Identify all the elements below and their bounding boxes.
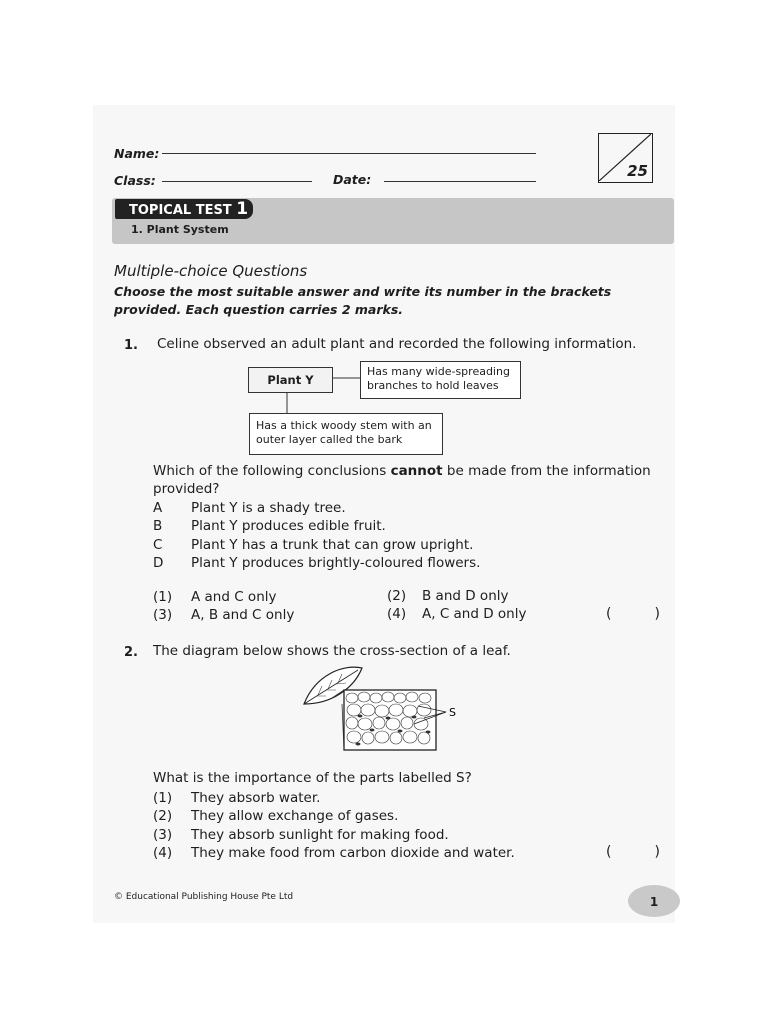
option-number: (4) <box>153 844 173 861</box>
option-text: They absorb water. <box>191 790 321 806</box>
option-text: A and C only <box>191 589 277 605</box>
q1-statement-c <box>153 536 480 554</box>
statement-text: Plant Y has a trunk that can grow upright. <box>191 536 474 553</box>
bracket-open: ( <box>606 606 612 622</box>
q2-number: 2. <box>124 645 138 660</box>
q1-option-4[interactable] <box>387 606 526 622</box>
option-text: A, B and C only <box>191 607 295 623</box>
banner-title-number: 1 <box>236 199 249 219</box>
statement-text: Plant Y produces edible fruit. <box>191 518 386 535</box>
q1-info-box-stem <box>249 413 443 455</box>
statement-letter: C <box>153 536 163 553</box>
class-field[interactable] <box>162 181 312 182</box>
option-number: (3) <box>153 826 173 843</box>
q1-info1-line2: branches to hold leaves <box>367 379 499 392</box>
statement-text: Plant Y is a shady tree. <box>191 500 346 516</box>
statement-letter: B <box>153 518 163 535</box>
option-number: (3) <box>153 607 173 623</box>
q1-prompt-start: Which of the following conclusions <box>153 463 391 479</box>
q1-prompt-end: be made from the information <box>442 463 651 479</box>
q2-option-3[interactable] <box>153 826 515 844</box>
name-field[interactable] <box>162 153 536 154</box>
class-label: Class: <box>114 173 156 188</box>
q1-info-box-branches <box>360 361 521 399</box>
q1-option-3[interactable] <box>153 607 294 623</box>
q2-option-list <box>153 789 515 862</box>
bracket-open: ( <box>606 844 612 860</box>
option-text: They make food from carbon dioxide and water. <box>191 844 515 861</box>
section-instructions <box>114 283 634 319</box>
option-text: A, C and D only <box>422 606 527 622</box>
date-field[interactable] <box>384 181 536 182</box>
option-number: (1) <box>153 790 173 806</box>
q1-option-2[interactable] <box>387 588 508 604</box>
q1-prompt <box>153 462 651 480</box>
q1-answer-brackets[interactable] <box>606 606 660 622</box>
page-number: 1 <box>628 885 680 917</box>
q1-statement-d <box>153 554 480 572</box>
score-box[interactable] <box>598 133 653 183</box>
diagram-label-s: S <box>449 706 456 719</box>
q2-option-4[interactable] <box>153 844 515 862</box>
score-total: 25 <box>627 162 648 180</box>
name-label: Name: <box>114 146 160 161</box>
banner-title-text: TOPICAL TEST <box>129 203 232 218</box>
q1-number: 1. <box>124 338 138 353</box>
q2-stem: The diagram below shows the cross-section of a leaf. <box>153 643 511 659</box>
q1-statement-list <box>153 499 480 572</box>
option-number: (2) <box>387 588 407 604</box>
option-text: They allow exchange of gases. <box>191 808 399 825</box>
q2-prompt: What is the importance of the parts labelled S? <box>153 770 472 786</box>
q1-info2-line2: outer layer called the bark <box>256 433 403 446</box>
q2-option-1[interactable] <box>153 789 515 807</box>
statement-text: Plant Y produces brightly-coloured flowers. <box>191 554 481 571</box>
option-number: (1) <box>153 589 173 605</box>
q1-option-1[interactable] <box>153 589 277 605</box>
q1-info2-line1: Has a thick woody stem with an <box>256 419 432 432</box>
q1-statement-a <box>153 499 480 517</box>
instruction-line-2: provided. Each question carries 2 marks. <box>114 302 404 317</box>
bracket-close: ) <box>654 606 660 622</box>
option-text: B and D only <box>422 588 509 604</box>
q1-prompt-bold: cannot <box>390 463 443 479</box>
q1-plant-box: Plant Y <box>248 367 333 393</box>
option-number: (2) <box>153 808 173 825</box>
statement-letter: D <box>153 554 164 571</box>
section-heading: Multiple-choice Questions <box>114 262 308 280</box>
bracket-close: ) <box>654 844 660 860</box>
option-text: They absorb sunlight for making food. <box>191 826 449 843</box>
q2-option-2[interactable] <box>153 807 515 825</box>
date-label: Date: <box>333 172 372 187</box>
q1-stem: Celine observed an adult plant and recorded the following information. <box>157 336 637 352</box>
banner-subtitle: 1. Plant System <box>131 223 229 236</box>
q1-statement-b <box>153 517 480 535</box>
q2-answer-brackets[interactable] <box>606 844 660 860</box>
copyright-footer: © Educational Publishing House Pte Ltd <box>114 892 294 902</box>
statement-letter: A <box>153 500 163 516</box>
option-number: (4) <box>387 606 407 622</box>
banner-title <box>115 199 253 219</box>
instruction-line-1: Choose the most suitable answer and write its number in the brackets <box>114 284 612 299</box>
leaf-cross-section-diagram <box>296 662 466 760</box>
q1-info1-line1: Has many wide-spreading <box>367 365 510 378</box>
q1-prompt-line2: provided? <box>153 481 220 497</box>
